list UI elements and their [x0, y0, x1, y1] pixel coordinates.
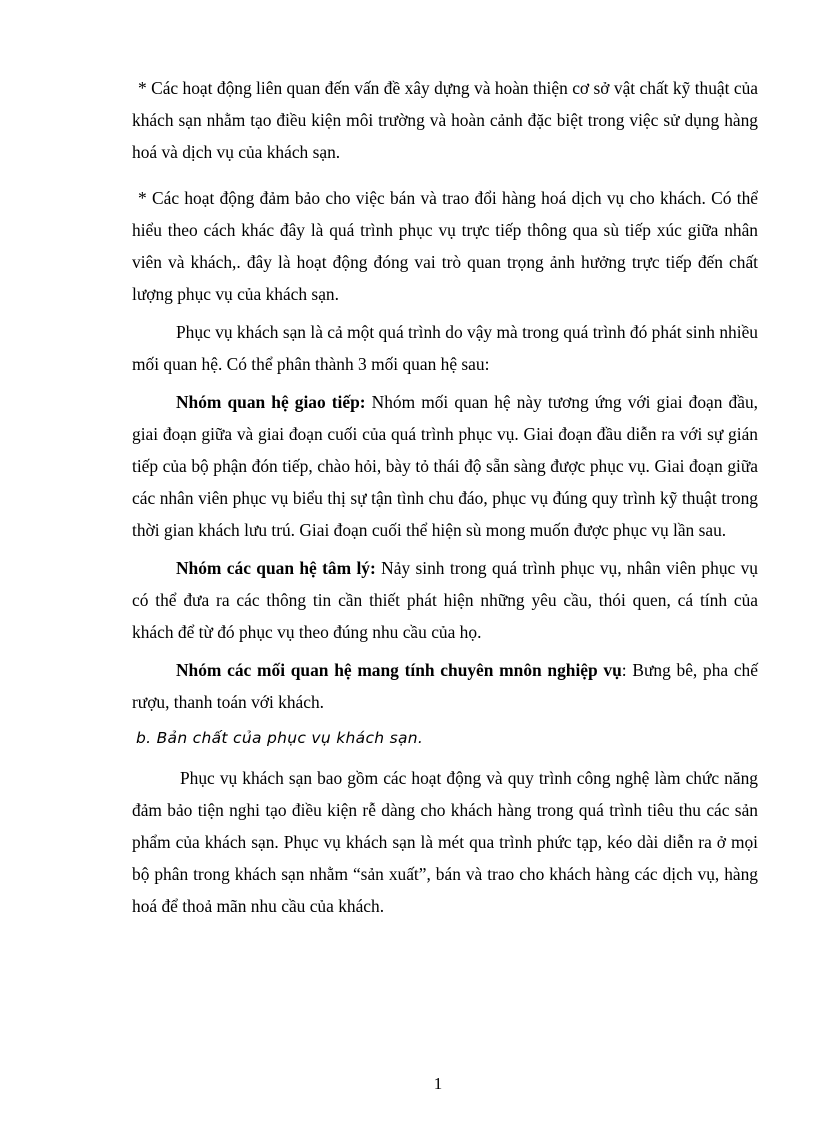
- section-heading-b: b. Bản chất của phục vụ khách sạn.: [136, 729, 424, 747]
- paragraph-service-nature: Phục vụ khách sạn bao gồm các hoạt động và quy trình công nghệ làm chức năng đảm bảo tiện nghi tạo điều kiện rễ dàng cho khách hàng trong quá trình tiêu thu các sản phẩm của khách sạn. Phục vụ khách sạn là mét qua trình phức tạp, kéo dài diễn ra ở mọi bộ phân trong khách sạn nhằm “sản xuất”, bán và trao cho khách hàng các dịch vụ, hàng hoá để thoả mãn nhu cầu của khách.: [132, 768, 758, 916]
- paragraph-relationships-intro: Phục vụ khách sạn là cả một quá trình do vậy mà trong quá trình đó phát sinh nhiều mối quan hệ. Có thể phân thành 3 mối quan hệ sau:: [132, 322, 758, 374]
- psychology-group-text: Nảy sinh trong quá trình phục vụ, nhân viên phục vụ có thể đưa ra các thông tin cần thiết phát hiện những yêu cầu, thói quen, cá tính của khách để từ đó phục vụ theo đúng nhu cầu của họ.: [132, 558, 758, 642]
- professional-group-text: : Bưng bê, pha chế rượu, thanh toán với khách.: [132, 660, 758, 712]
- communication-group-text: Nhóm mối quan hệ này tương ứng với giai đoạn đầu, giai đoạn giữa và giai đoạn cuối của quá trình phục vụ. Giai đoạn đầu diễn ra với sự gián tiếp của bộ phận đón tiếp, chào hỏi, bày tỏ thái độ sẵn sàng được phục vụ. Giai đoạn giữa các nhân viên phục vụ biểu thị sự tận tình chu đáo, phục vụ đúng quy trình kỹ thuật trong thời gian khách lưu trú. Giai đoạn cuối thể hiện sù mong muốn được phục vụ lần sau.: [132, 392, 759, 540]
- psychology-group-title: Nhóm các quan hệ tâm lý:: [176, 558, 376, 578]
- page-number: 1: [433, 1074, 443, 1093]
- document-page: [132, 72, 758, 922]
- paragraph-professional-group: [132, 654, 758, 718]
- paragraph-sales-activities: * Các hoạt động đảm bảo cho việc bán và trao đổi hàng hoá dịch vụ cho khách. Có thể hiểu theo cách khác đây là quá trình phục vụ trực tiếp thông qua sù tiếp xúc giữa nhân viên và khách,. đây là hoạt động đóng vai trò quan trọng ảnh hưởng trực tiếp đến chất lượng phục vụ của khách sạn.: [132, 188, 758, 304]
- communication-group-title: Nhóm quan hệ giao tiếp:: [176, 392, 366, 412]
- paragraph-communication-group: [132, 386, 758, 546]
- professional-group-title: Nhóm các mối quan hệ mang tính chuyên mnôn nghiệp vụ: [176, 660, 622, 680]
- paragraph-psychology-group: [132, 552, 758, 648]
- paragraph-facilities: * Các hoạt động liên quan đến vấn đề xây dựng và hoàn thiện cơ sở vật chất kỹ thuật của khách sạn nhằm tạo điều kiện môi trường và hoàn cảnh đặc biệt trong việc sử dụng hàng hoá và dịch vụ của khách sạn.: [132, 78, 758, 162]
